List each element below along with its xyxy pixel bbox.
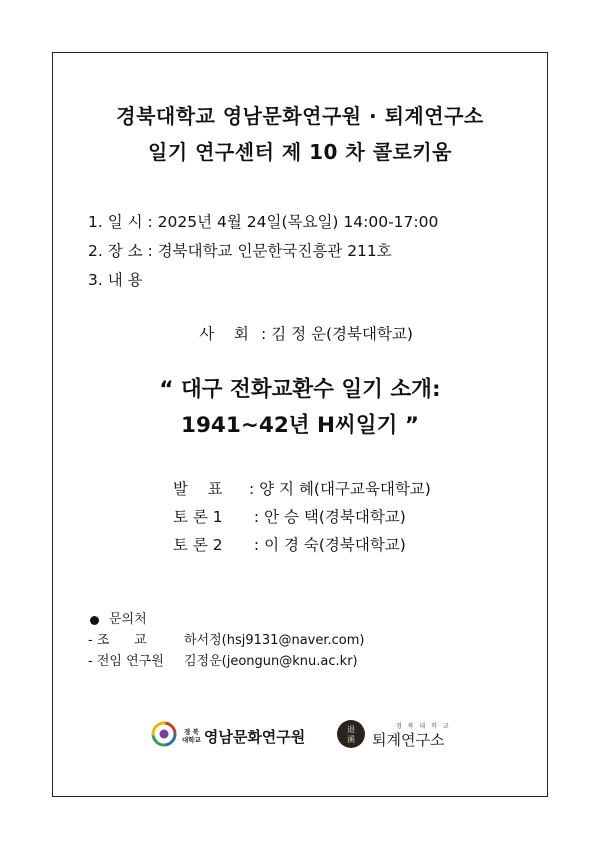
toegye-name: 퇴계연구소 bbox=[372, 731, 445, 749]
speaker-role: 발 표 bbox=[173, 480, 223, 498]
svg-text:退: 退 bbox=[347, 725, 355, 734]
presentation-topic bbox=[0, 372, 600, 444]
moderator-line bbox=[0, 322, 600, 344]
svg-text:溪: 溪 bbox=[347, 735, 355, 744]
contact-heading-label: 문의처 bbox=[109, 612, 147, 627]
moderator-role: 사 회 bbox=[199, 325, 249, 343]
speaker-role: 토 론 1 bbox=[173, 508, 223, 526]
title-line-2: 일기 연구센터 제 10 차 콜로키움 bbox=[148, 140, 452, 164]
contact-item-researcher bbox=[88, 651, 364, 672]
contact-value: 김정운(jeongun@knu.ac.kr) bbox=[184, 654, 358, 669]
contact-heading bbox=[88, 610, 364, 630]
speaker-presenter bbox=[173, 475, 431, 503]
yeongnam-logo bbox=[150, 718, 305, 754]
speaker-person: : 이 경 숙(경북대학교) bbox=[249, 536, 406, 554]
speaker-person: : 안 승 택(경북대학교) bbox=[249, 508, 406, 526]
yeongnam-small-text: 경 북 대학교 bbox=[182, 728, 201, 744]
logo-row bbox=[0, 718, 600, 754]
topic-line-1: “ 대구 전화교환수 일기 소개: bbox=[159, 377, 441, 402]
event-info bbox=[88, 208, 438, 295]
date-line: 1. 일 시 : 2025년 4월 24일(목요일) 14:00-17:00 bbox=[88, 213, 439, 231]
contact-value: 하서정(hsj9131@naver.com) bbox=[184, 633, 365, 648]
speaker-discussant-2 bbox=[173, 531, 431, 559]
toegye-texts bbox=[372, 723, 451, 749]
yeongnam-name: 영남문화연구원 bbox=[203, 727, 306, 746]
speaker-role: 토 론 2 bbox=[173, 536, 223, 554]
speaker-person: : 양 지 혜(대구교육대학교) bbox=[249, 480, 431, 498]
topic-line-2: 1941~42년 H씨일기 ” bbox=[181, 413, 419, 438]
toegye-small-text: 경 북 대 학 교 bbox=[396, 723, 451, 730]
moderator-person: : 김 정 운(경북대학교) bbox=[261, 325, 413, 343]
toegye-logo bbox=[336, 718, 451, 754]
bullet-icon bbox=[90, 616, 99, 625]
contact-section bbox=[88, 610, 364, 672]
yeongnam-emblem-icon bbox=[150, 720, 178, 752]
contact-item-assistant bbox=[88, 630, 364, 651]
toegye-seal-icon bbox=[336, 719, 366, 753]
title-block bbox=[0, 98, 600, 170]
place-line: 2. 장 소 : 경북대학교 인문한국진흥관 211호 bbox=[88, 242, 392, 260]
contact-label: - 조 교 bbox=[88, 633, 147, 648]
title-line-1: 경북대학교 영남문화연구원 · 퇴계연구소 bbox=[116, 104, 484, 128]
speaker-discussant-1 bbox=[173, 503, 431, 531]
content-line: 3. 내 용 bbox=[88, 271, 143, 289]
contact-label: - 전임 연구원 bbox=[88, 654, 164, 669]
speaker-list bbox=[173, 475, 431, 559]
